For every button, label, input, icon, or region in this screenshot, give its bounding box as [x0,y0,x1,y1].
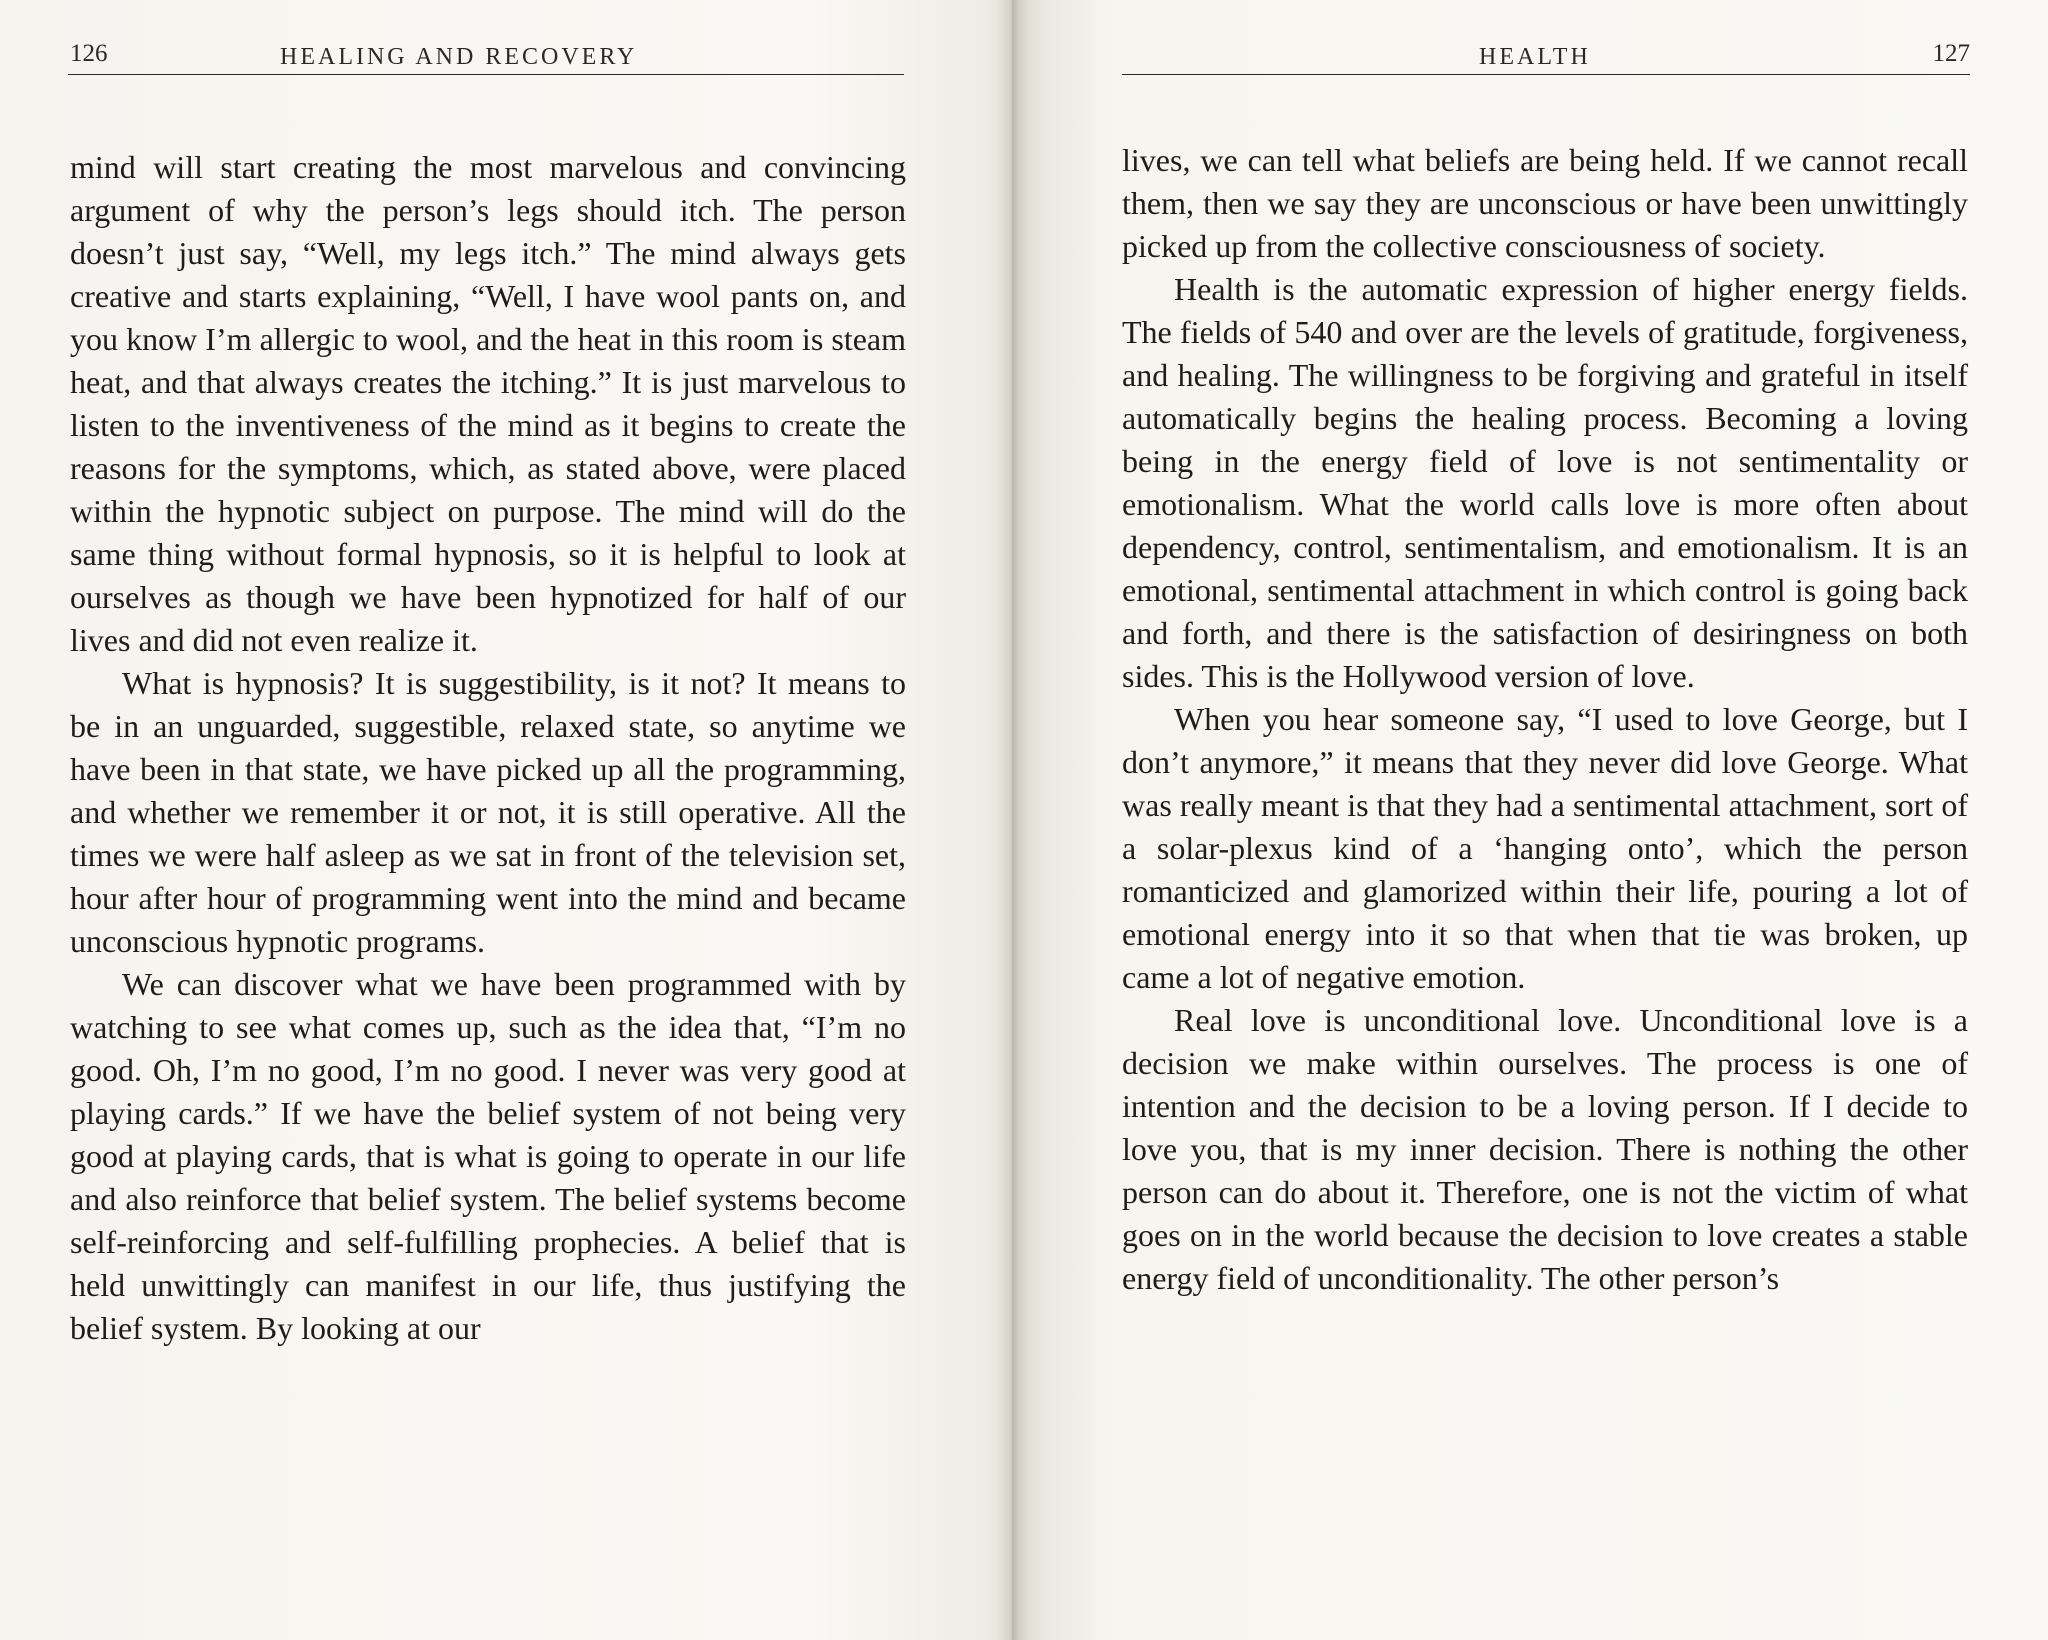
running-head: HEALING AND RECOVERY [280,44,638,70]
right-page-body [1122,139,1968,1300]
right-page [1012,0,2048,1640]
page-number: 126 [70,40,108,67]
paragraph: Real love is unconditional love. Unconditional love is a decision we make within ourselves. The process is one of intention and the decision to be a loving person. If I decide to love you, that is my inner decision. There is nothing the other person can do about it. Therefore, one is not the victim of what goes on in the world because the decision to love creates a stable energy field of unconditionality. The other person’s [1122,1002,1968,1296]
left-page [0,0,1012,1640]
right-page-header [1122,38,1970,75]
paragraph: What is hypnosis? It is suggestibility, is it not? It means to be in an unguarded, suggestible, relaxed state, so anytime we have been in that state, we have picked up all the programming, and whether we remember it or not, it is still operative. All the times we were half asleep as we sat in front of the television set, hour after hour of programming went into the mind and became unconscious hypnotic programs. [70,665,906,959]
left-page-header [68,38,904,75]
left-page-body [70,146,906,1350]
paragraph: lives, we can tell what beliefs are being held. If we cannot recall them, then we say they are unconscious or have been unwittingly picked up from the collective consciousness of society. [1122,142,1968,264]
paragraph: We can discover what we have been programmed with by watching to see what comes up, such as the idea that, “I’m no good. Oh, I’m no good, I’m no good. I never was very good at playing cards.” If we have the belief system of not being very good at playing cards, that is what is going to operate in our life and also reinforce that belief system. The belief systems become self-reinforcing and self-fulfilling prophecies. A belief that is held unwittingly can manifest in our life, thus justifying the belief system. By looking at our [70,966,906,1346]
paragraph: mind will start creating the most marvelous and convincing argument of why the person’s legs should itch. The person doesn’t just say, “Well, my legs itch.” The mind always gets creative and starts explaining, “Well, I have wool pants on, and you know I’m allergic to wool, and the heat in this room is steam heat, and that always creates the itching.” It is just marvelous to listen to the inventiveness of the mind as it begins to create the reasons for the symptoms, which, as stated above, were placed within the hypnotic subject on purpose. The mind will do the same thing without formal hypnosis, so it is helpful to look at ourselves as though we have been hypnotized for half of our lives and did not even realize it. [70,149,906,658]
page-number: 127 [1932,40,1970,67]
paragraph: Health is the automatic expression of higher energy fields. The fields of 540 and over are the levels of gratitude, forgiveness, and healing. The willingness to be forgiving and grateful in itself automatically begins the healing process. Becoming a loving being in the energy field of love is not sentimentality or emotionalism. What the world calls love is more often about dependency, control, sentimentalism, and emotionalism. It is an emotional, sentimental attachment in which control is going back and forth, and there is the satisfaction of desiringness on both sides. This is the Hollywood version of love. [1122,271,1968,694]
book-gutter [996,0,1028,1640]
paragraph: When you hear someone say, “I used to love George, but I don’t anymore,” it means that they never did love George. What was really meant is that they had a sentimental attachment, sort of a solar-plexus kind of a ‘hanging onto’, which the person romanticized and glamorized within their life, pouring a lot of emotional energy into it so that when that tie was broken, up came a lot of negative emotion. [1122,701,1968,995]
running-head: HEALTH [1479,44,1591,70]
